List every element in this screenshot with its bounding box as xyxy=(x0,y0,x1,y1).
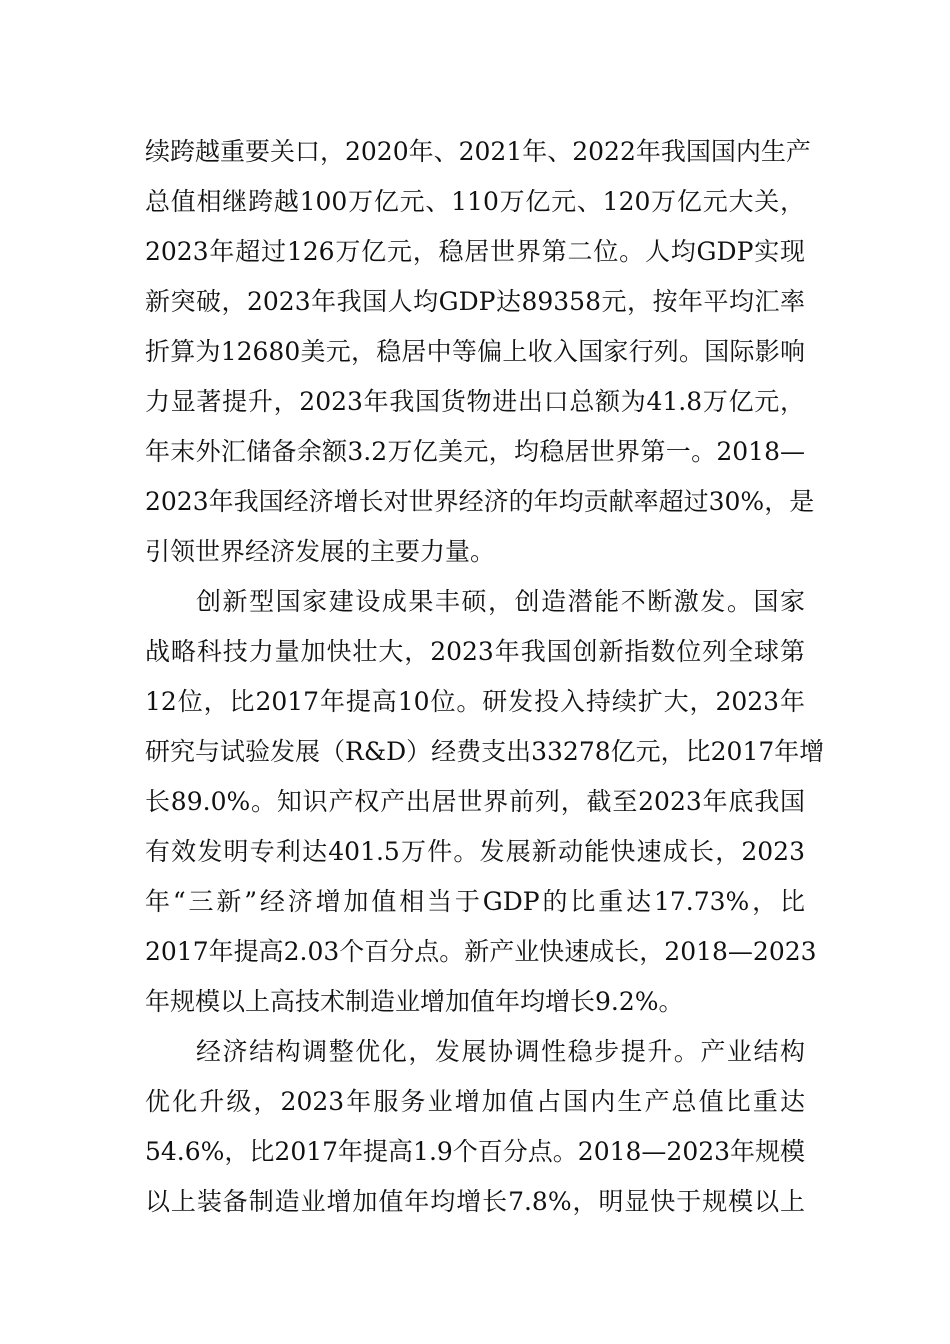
text-line: 有效发明专利达401.5万件。发展新动能快速成长，2023 xyxy=(145,837,805,866)
text-line: 折算为12680美元，稳居中等偏上收入国家行列。国际影响 xyxy=(145,337,805,366)
text-line: 战略科技力量加快壮大，2023年我国创新指数位列全球第 xyxy=(145,637,805,666)
text-line: 12位，比2017年提高10位。研发投入持续扩大，2023年 xyxy=(145,687,805,716)
text-line: 2023年超过126万亿元，稳居世界第二位。人均GDP实现 xyxy=(145,237,805,266)
text-line: 力显著提升，2023年我国货物进出口总额为41.8万亿元， xyxy=(145,387,805,416)
paragraph-start-line: 创新型国家建设成果丰硕，创造潜能不断激发。国家 xyxy=(196,587,805,616)
text-line: 以上装备制造业增加值年均增长7.8%，明显快于规模以上 xyxy=(145,1187,805,1216)
text-line: 年“三新”经济增加值相当于GDP的比重达17.73%，比 xyxy=(145,887,805,916)
text-line: 年末外汇储备余额3.2万亿美元，均稳居世界第一。2018— xyxy=(145,437,805,466)
text-line: 续跨越重要关口，2020年、2021年、2022年我国国内生产 xyxy=(145,137,811,166)
text-line: 新突破，2023年我国人均GDP达89358元，按年平均汇率 xyxy=(145,287,805,316)
text-line: 2017年提高2.03个百分点。新产业快速成长，2018—2023 xyxy=(145,937,817,966)
text-line: 研究与试验发展（R&D）经费支出33278亿元，比2017年增 xyxy=(145,737,825,766)
text-line: 长89.0%。知识产权产出居世界前列，截至2023年底我国 xyxy=(145,787,805,816)
paragraph-end-line: 年规模以上高技术制造业增加值年均增长9.2%。 xyxy=(145,987,684,1016)
text-line: 优化升级，2023年服务业增加值占国内生产总值比重达 xyxy=(145,1087,805,1116)
text-line: 总值相继跨越100万亿元、110万亿元、120万亿元大关， xyxy=(145,187,805,216)
text-line: 54.6%，比2017年提高1.9个百分点。2018—2023年规模 xyxy=(145,1137,806,1166)
text-line: 2023年我国经济增长对世界经济的年均贡献率超过30%，是 xyxy=(145,487,815,516)
paragraph-start-line: 经济结构调整优化，发展协调性稳步提升。产业结构 xyxy=(196,1037,805,1066)
paragraph-end-line: 引领世界经济发展的主要力量。 xyxy=(145,537,496,566)
